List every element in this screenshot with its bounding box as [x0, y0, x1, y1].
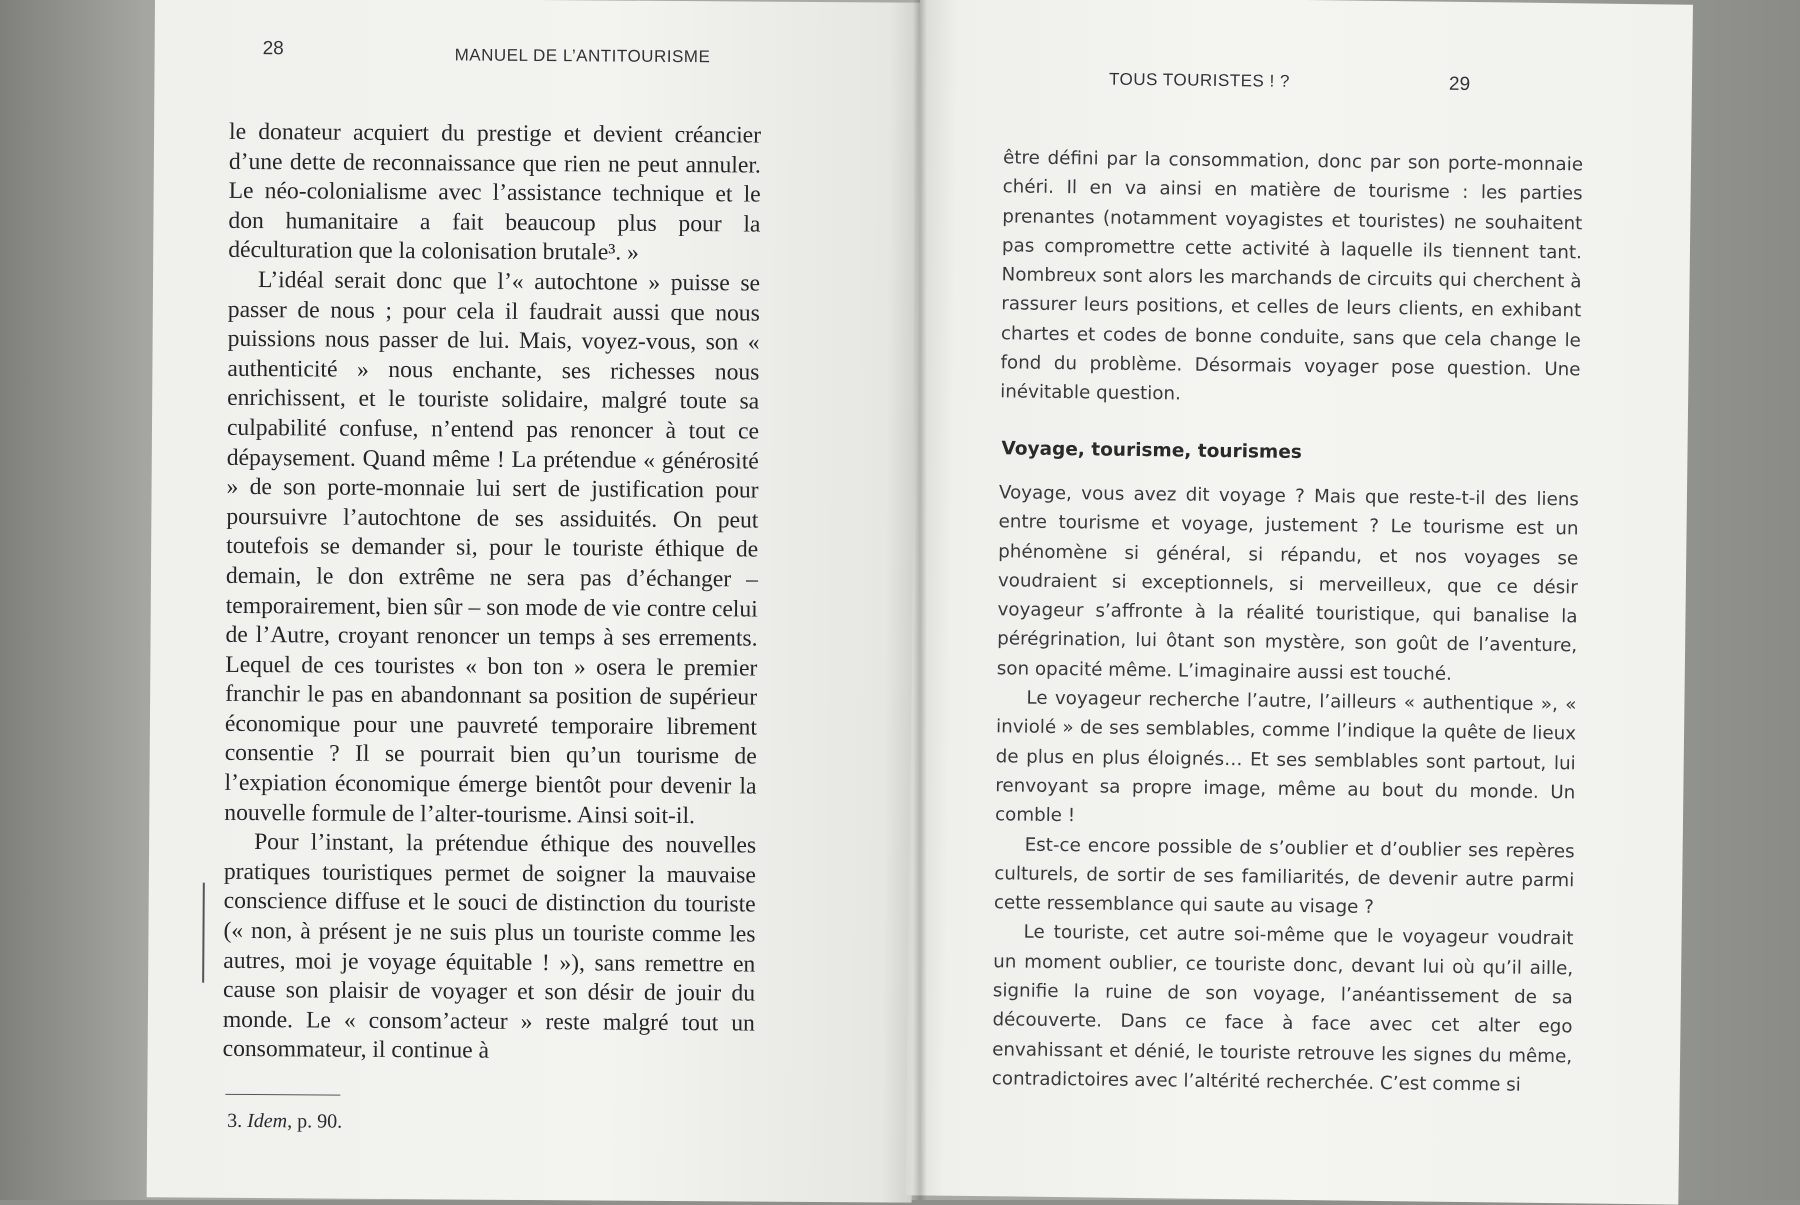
running-head-right: TOUS TOURISTES ! ? — [1108, 69, 1291, 91]
left-page — [147, 0, 920, 1203]
paragraph: Le voyageur recherche l’autre, l’ailleurs « authentique », « inviolé » de ses semblables, comme l’indique la quête de lieux de plus en plus éloignés… Et ses semblables sont partout, lui renvoyant sa propre image, même au bout du monde. Un comble ! — [994, 687, 1577, 827]
right-intro-text: être défini par la consommation, donc par son porte-monnaie chéri. Il en va ainsi en matière de tourisme : les parties prenantes (notamment voyagistes et touristes) ne souhaitent pas compromettre cette activité à laquelle ils tiennent tant. Nombreux sont alors les marchands de circuits qui cherchent à rassurer leurs positions, et celles de leurs clients, en exhibant chartes et codes de bonne conduite, sans que cela change le fond du problème. Désormais voyager pose question. Une inévitable question. — [1000, 147, 1584, 405]
paragraph: Est-ce encore possible de s’oublier et d’oublier ses repères culturels, de sortir de ses familiarités, de devenir autre parmi cette ressemblance qui saute au visage ? — [993, 834, 1575, 919]
right-page — [905, 0, 1693, 1205]
page-number-left: 28 — [262, 38, 284, 60]
right-section-text — [992, 478, 1579, 1100]
footnote-rest: , p. 90. — [287, 1110, 343, 1133]
footnote — [227, 1110, 342, 1134]
footnote-rule — [225, 1094, 340, 1096]
paragraph: le donateur acquiert du prestige et devient créancier d’une dette de reconnaissance que rien ne peut annuler. Le néo-colonialisme avec l’assistance technique et le don humanitaire a fait beaucoup plus pour la déculturation que la colonisation brutale³. » — [228, 118, 762, 267]
pencil-margin-mark — [202, 883, 205, 983]
footnote-source: Idem — [247, 1110, 288, 1133]
book-gutter — [913, 0, 927, 1200]
page-number-right: 29 — [1448, 73, 1471, 96]
paragraph: Voyage, vous avez dit voyage ? Mais que reste-t-il des liens entre tourisme et voyage, justement ? Le tourisme est un phénomène si général, si répandu, et nos voyages se voudraient si exceptionnels, si merveilleux, que ce désir voyageur s’affronte à la réalité touristique, qui banalise la pérégrination, lui ôtant son mystère, son goût de l’aventure, son opacité même. L’imaginaire aussi est touché. — [996, 482, 1580, 685]
section-heading: Voyage, tourisme, tourismes — [1001, 438, 1302, 463]
left-body-text — [223, 118, 762, 1069]
running-head-left: MANUEL DE L’ANTITOURISME — [454, 45, 711, 67]
footnote-number: 3. — [227, 1109, 243, 1132]
paragraph: Pour l’instant, la prétendue éthique des nouvelles pratiques touristiques permet de soigner la mauvaise conscience diffuse et le souci de distinction du touriste (« non, à présent je ne suis plus un touriste comme les autres, moi je voyage équitable ! »), sans remettre en cause son plaisir de voyager et son désir de jouir du monde. Le « consom’acteur » reste malgré tout un consommateur, il continue à — [222, 829, 757, 1065]
paragraph: Le touriste, cet autre soi-même que le voyageur voudrait un moment oublier, ce touriste donc, devant lui où qu’il aille, signifie la ruine de son voyage, l’anéantissement de sa découverte. Dans ce face à face avec cet alter ego envahissant et dénié, le touriste retrouve les signes du même, contradictoires avec l’altérité recherchée. C’est comme si — [991, 922, 1574, 1096]
paragraph: L’idéal serait donc que l’« autochtone » puisse se passer de nous ; pour cela il faudrait aussi que nous puissions nous passer de lui. Mais, voyez-vous, son « authenticité » nous enchante, ses richesses nous enrichissent, et le touriste solidaire, malgré toute sa culpabilité confuse, n’entend pas renoncer à tout ce dépaysement. Quand même ! La prétendue « générosité » de son porte-monnaie lui sert de justification pour poursuivre l’autochtone de ses assiduités. On peut toutefois se demander si, pour le touriste éthique de demain, le don extrême ne sera pas d’échanger – temporairement, bien sûr – son mode de vie contre celui de l’Autre, croyant renoncer un temps à ses errements. Lequel de ces touristes « bon ton » osera le premier franchir le pas en abandonnant sa position de supérieur économique pour une pauvreté temporaire librement consentie ? Il se pourrait bien qu’un tourisme de l’expiation économique émerge bientôt pour devenir la nouvelle formule de l’alter-tourisme. Ainsi soit-il. — [224, 267, 761, 829]
